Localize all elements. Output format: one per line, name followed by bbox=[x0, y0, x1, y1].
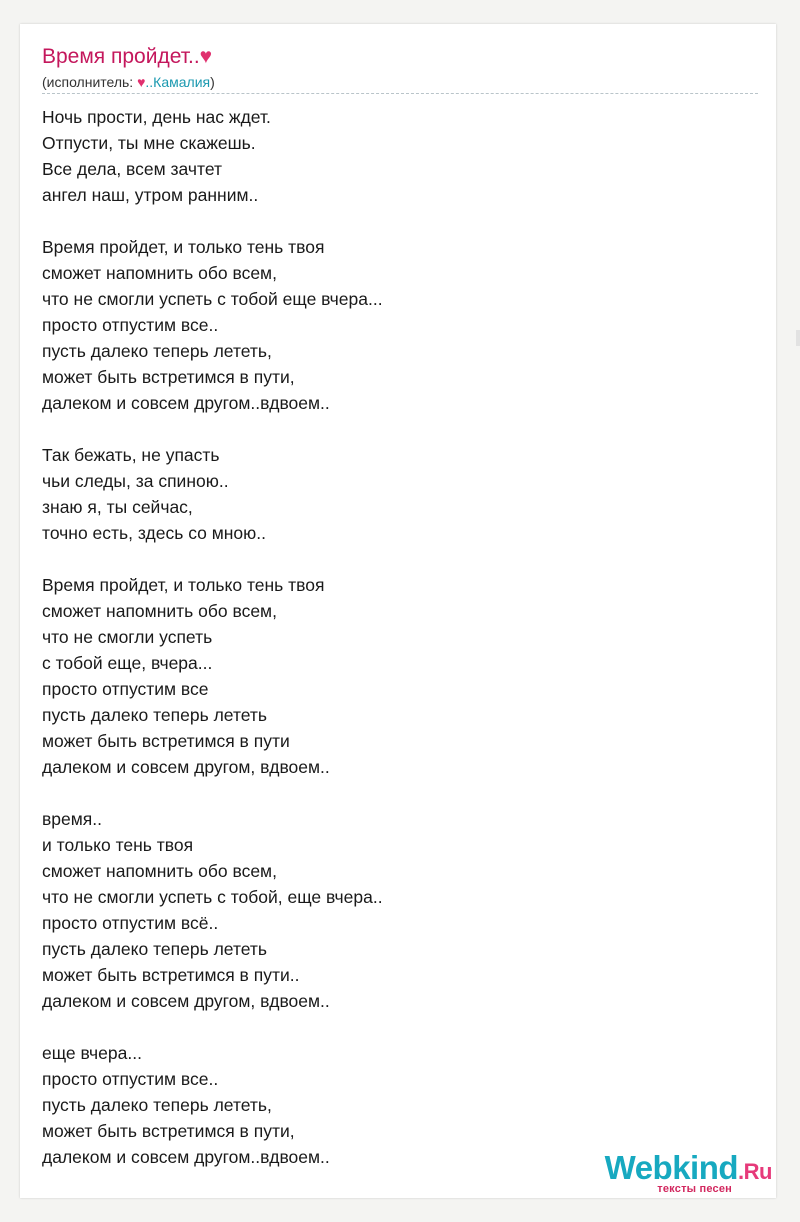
logo-main-text: Webkind bbox=[604, 1149, 739, 1186]
lyrics-card bbox=[20, 24, 776, 1198]
logo-tld: .Ru bbox=[738, 1159, 772, 1184]
artist-line bbox=[42, 73, 215, 91]
artist-link[interactable] bbox=[137, 74, 210, 90]
artist-prefix: (исполнитель: bbox=[42, 74, 138, 90]
song-title-text: Время пройдет.. bbox=[42, 45, 200, 68]
scrollbar-thumb[interactable] bbox=[796, 330, 800, 346]
lyrics-text: Ночь прости, день нас ждет. Отпусти, ты мне скажешь. Все дела, всем зачтет ангел наш, утром ранним.. Время пройдет, и только тень твоя сможет напомнить обо всем, что не смогли успеть с тобой еще вчера... просто отпустим все.. пусть далеко теперь лететь, может быть встретимся в пути, далеком и совсем другом..вдвоем.. Так бежать, не упасть чьи следы, за спиною.. знаю я, ты сейчас, точно есть, здесь со мною.. Время пройдет, и только тень твоя сможет напомнить обо всем, что не смогли успеть с тобой еще, вчера... просто отпустим все пусть далеко теперь лететь может быть встретимся в пути далеком и совсем другом, вдвоем.. время.. и только тень твоя сможет напомнить обо всем, что не смогли успеть с тобой, еще вчера.. просто отпустим всё.. пусть далеко теперь лететь может быть встретимся в пути.. далеком и совсем другом, вдвоем.. еще вчера... просто отпустим все.. пусть далеко теперь лететь, может быть встретимся в пути, далеком и совсем другом..вдвоем.. bbox=[42, 107, 383, 1167]
logo-wordmark bbox=[605, 1151, 772, 1184]
heart-icon: ♥ bbox=[137, 74, 146, 90]
artist-suffix: ) bbox=[210, 74, 215, 90]
song-title bbox=[42, 44, 212, 70]
artist-name: ..Камалия bbox=[145, 74, 211, 90]
title-divider bbox=[42, 93, 758, 94]
heart-icon: ♥ bbox=[199, 45, 213, 68]
site-logo[interactable] bbox=[604, 1149, 772, 1195]
logo-tagline: тексты песен bbox=[657, 1183, 732, 1195]
